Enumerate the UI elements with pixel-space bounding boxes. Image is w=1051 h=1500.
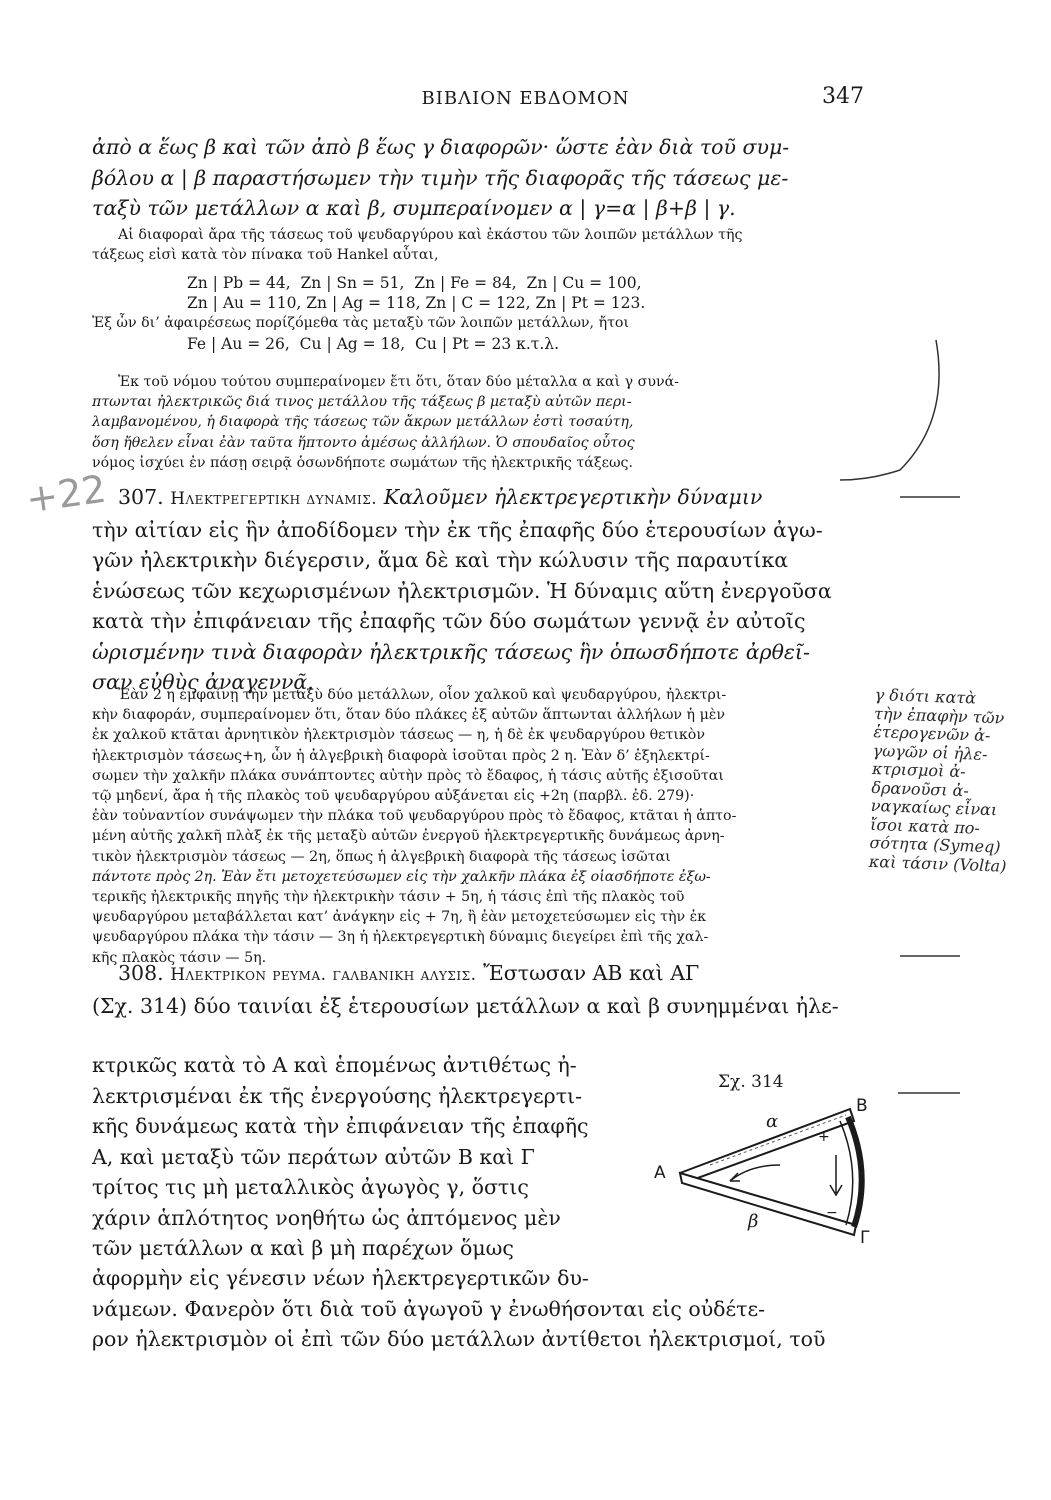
page-number: 347 [822,84,864,109]
text-line: ἐκ χαλκοῦ κτᾶται ἀρνητικὸν ἠλεκτρισμὸν τάσεως — η, ἡ δὲ ἐκ ψευδαργύρου θετικὸν [92,727,705,744]
text-line: Ἔστωσαν ΑΒ καὶ ΑΓ [483,961,700,985]
note-line: γωγῶν οἱ ἠλε- [872,740,988,764]
text-line: Αἱ διαφοραὶ ἄρα τῆς τάσεως τοῦ ψευδαργύρου καὶ ἑκάστου τῶν λοιπῶν μετάλλων τῆς [118,227,743,243]
text-line: κὴν διαφοράν, συμπεραίνομεν ὅτι, ὅταν δύο πλάκες ἐξ αὐτῶν ἅπτωνται ἀλλήλων ἡ μὲν [92,707,726,724]
text-line: σαν εὐθὺς ἀναγεννᾷ. [92,670,314,694]
text-line: ψευδαργύρου μεταβάλλεται κατ’ ἀνάγκην εἰς + 7η, ἢ ἐὰν μετοχετεύσωμεν εἰς τὴν ἐκ [92,909,707,926]
text-line: ταξὺ τῶν μετάλλων α καὶ β, συμπεραίνομεν α | γ=α | β+β | γ. [92,196,736,220]
section-title: Ηλεκτρικον ρευμα. γαλβανικη αλυσις. [170,965,477,985]
formula-line: Zn | Pb = 44, Zn | Sn = 51, Zn | Fe = 84, Zn | Cu = 100, [187,274,642,293]
text-line: (Σχ. 314) δύο ταινίαι ἐξ ἑτερουσίων μετάλλων α καὶ β συνημμέναι ἠλε- [92,993,839,1018]
note-line: καὶ τάσιν (Volta) [868,851,1007,876]
section-title: Ηλεκτρεγερτικη δυναμις. [170,489,378,509]
text-line: Α, καὶ μεταξὺ τῶν περάτων αὐτῶν Β καὶ Γ [92,1144,535,1169]
note-line: δρανοῦσι ἀ- [871,777,970,800]
text-line: νόμος ἰσχύει ἐν πάσῃ σειρᾷ ὁσωνδήποτε σωμάτων τῆς ἠλεκτρικῆς τάξεως. [92,454,634,471]
formula-line: Fe | Au = 26, Cu | Ag = 18, Cu | Pt = 23 κ.τ.λ. [187,334,559,353]
label-alpha: α [766,1111,779,1132]
text-line: μένη αὐτῆς χαλκῆ πλὰξ ἐκ τῆς μεταξὺ αὐτῶν ἐνεργοῦ ἠλεκτρεγερτικῆς δυνάμεως ἀρνη- [92,828,725,845]
note-line: ἑτερογενῶν ἀ- [873,721,991,746]
label-plus: + [818,1129,830,1145]
text-line: ρον ἠλεκτρισμὸν οἱ ἐπὶ τῶν δύο μετάλλων ἀντίθετοι ἠλεκτρισμοί, τοῦ [92,1327,826,1351]
text-line: Ἐὰν 2 η ἐμφαίνῃ τὴν μεταξὺ δύο μετάλλων, οἷον χαλκοῦ καὶ ψευδαργύρου, ἠλεκτρι- [118,687,727,703]
text-line: γῶν ἠλεκτρικὴν διέγερσιν, ἅμα δὲ καὶ τὴν κώλυσιν τῆς παραυτίκα [92,548,789,572]
text-line: ὡρισμένην τινὰ διαφορὰν ἠλεκτρικῆς τάσεως ἣν ὁπωσδήποτε ἀρθεῖ- [92,639,810,664]
formula-line: Zn | Au = 110, Zn | Ag = 118, Zn | C = 122, Zn | Pt = 123. [187,294,646,313]
label-B: Β [856,1096,868,1116]
text-line: κῆς πλακὸς τάσιν — 5η. [92,949,267,966]
text-line: ἀπὸ α ἕως β καὶ τῶν ἀπὸ β ἕως γ διαφορῶν· ὥστε ἐὰν διὰ τοῦ συμ- [92,135,790,159]
running-header: ΒΙΒΛΙΟΝ ΕΒΔΟΜΟΝ [421,88,630,109]
label-G: Γ [860,1228,870,1245]
bracket-mark [840,340,939,480]
figure-caption: Σχ. 314 [718,1072,784,1092]
text-line: τῶν μετάλλων α καὶ β μὴ παρέχων ὅμως [92,1236,514,1260]
note-line: ἴσοι κατὰ πο- [869,814,981,838]
note-line: τὴν ἐπαφὴν τῶν [873,703,1005,728]
note-line: σότητα (Symeq) [869,832,1001,857]
text-line: ἠλεκτρισμὸν τάσεως+η, ὧν ἡ ἀλγεβρικὴ διαφορὰ ἰσοῦται πρὸς 2 η. Ἐὰν δ’ ἐξηλεκτρί- [92,747,710,764]
text-line: Ἐξ ὧν δι’ ἀφαιρέσεως πορίζόμεθα τὰς μεταξὺ τῶν λοιπῶν μετάλλων, ἤτοι [92,315,630,332]
text-line: Καλοῦμεν ἠλεκτρεγερτικὴν δύναμιν [383,485,763,509]
section-number: 307. [118,485,164,509]
text-line: βόλου α | β παραστήσωμεν τὴν τιμὴν τῆς διαφορᾶς τῆς τάσεως με- [92,165,789,190]
text-line: τάξεως εἰσὶ κατὰ τὸν πίνακα τοῦ Hankel αὗται, [92,247,439,264]
note-line: ναγκαίως εἶναι [870,795,998,820]
text-line: χάριν ἁπλότητος νοηθήτω ὡς ἀπτόμενος μὲν [92,1205,561,1230]
pencil-mark: +22 [23,466,109,522]
note-line: κτρισμοὶ ἀ- [871,758,966,782]
text-line: ἀφορμὴν εἰς γένεσιν νέων ἠλεκτρεγερτικῶν δυ- [92,1266,589,1290]
text-line: τρίτος τις μὴ μεταλλικὸς ἀγωγὸς γ, ὅστις [92,1175,529,1199]
label-A: Α [654,1163,666,1183]
text-line: ἑνώσεως τῶν κεχωρισμένων ἠλεκτρισμῶν. Ἡ δύναμις αὕτη ἐνεργοῦσα [92,578,832,603]
text-line: πάντοτε πρὸς 2η. Ἐὰν ἔτι μετοχετεύσωμεν εἰς τὴν χαλκῆν πλάκα ἐξ οἱασδήποτε ἐξω- [92,868,711,885]
text-line: νάμεων. Φανερὸν ὅτι διὰ τοῦ ἀγωγοῦ γ ἐνωθήσονται εἰς οὐδέτε- [92,1296,766,1321]
text-line: πτωνται ἠλεκτρικῶς διά τινος μετάλλου τῆς τάξεως β μεταξὺ αὐτῶν περι- [92,394,632,411]
text-line: τερικῆς ἠλεκτρικῆς πηγῆς τὴν ἠλεκτρικὴν τάσιν + 5η, ἡ τάσις ἐπὶ τῆς πλακὸς τοῦ [92,889,685,906]
text-line: κῆς δυνάμεως κατὰ τὴν ἐπιφάνειαν τῆς ἐπαφῆς [92,1114,589,1138]
text-line: ὅση ἤθελεν εἶναι ἐὰν ταῦτα ἥπτοντο ἀμέσως ἀλλήλων. Ὁ σπουδαῖος οὗτος [92,434,635,451]
text-line: λεκτρισμέναι ἐκ τῆς ἐνεργούσης ἠλεκτρεγερτι- [92,1083,583,1108]
text-line: τὴν αἰτίαν εἰς ἣν ἀποδίδομεν τὴν ἐκ τῆς ἐπαφῆς δύο ἑτερουσίων ἀγω- [92,517,823,542]
text-line: κτρικῶς κατὰ τὸ Α καὶ ἑπομένως ἀντιθέτως ἠ- [92,1053,577,1077]
note-line: γ διότι κατὰ [874,685,977,708]
text-line: λαμβανομένου, ἡ διαφορὰ τῆς τάσεως τῶν ἄκρων μετάλλων ἐστὶ τοσαύτη, [92,414,634,431]
text-line: ψευδαργύρου πλάκα τὴν τάσιν — 3η ἡ ἠλεκτρεγερτικὴ δύναμις διεγείρει ἐπὶ τῆς χαλ- [92,929,709,946]
label-beta: β [748,1211,759,1232]
section-number: 308. [118,961,164,985]
text-line: σωμεν τὴν χαλκῆν πλάκα συνάπτοντες αὐτὴν πρὸς τὸ ἔδαφος, ἡ τάσις αὐτῆς ἐξισοῦται [92,767,724,784]
text-line: ἐὰν τοὐναντίον συνάψωμεν τὴν πλάκα τοῦ ψευδαργύρου πρὸς τὸ ἔδαφος, κτᾶται ἡ ἁπτο- [92,808,737,825]
text-line: τῷ μηδενί, ἄρα ἡ τῆς πλακὸς τοῦ ψευδαργύρου αὐξάνεται εἰς +2η (παρβλ. ἐδ. 279)· [92,788,695,805]
label-minus: − [826,1205,838,1221]
text-line: Ἐκ τοῦ νόμου τούτου συμπεραίνομεν ἔτι ὅτι, ὅταν δύο μέταλλα α καὶ γ συνά- [118,374,679,390]
text-line: κατὰ τὴν ἐπιφάνειαν τῆς ἐπαφῆς τῶν δύο σωμάτων γεννᾷ ἐν αὐτοῖς [92,609,806,633]
text-line: τικὸν ἠλεκτρισμὸν τάσεως — 2η, ὅπως ἡ ἀλγεβρικὴ διαφορὰ τῆς τάσεως ἰσῶται [92,848,671,865]
